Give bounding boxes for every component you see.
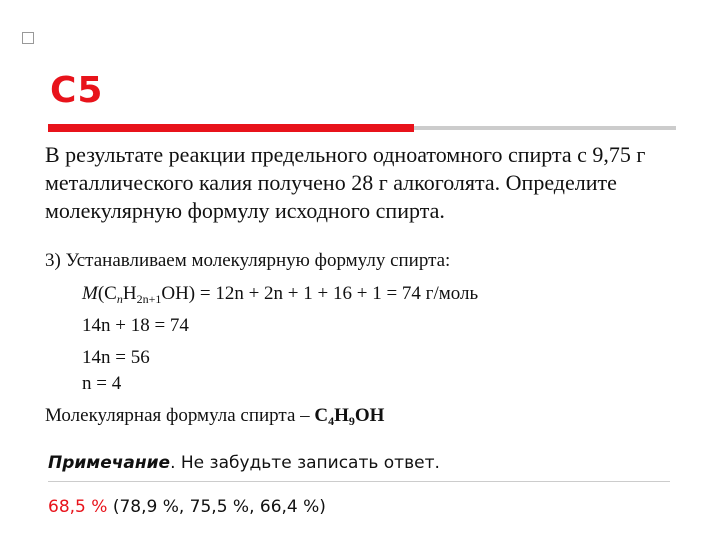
eq1-sub-n: n <box>116 292 123 306</box>
equation-molar-mass <box>82 283 478 305</box>
problem-text: В результате реакции предельного одноатомного спирта с 9,75 г металлического калия получено 28 г алкоголята. Определите молекулярную формулу исходного спирта. <box>45 142 646 223</box>
equation-2: 14n + 18 = 74 <box>82 315 189 336</box>
note-label: Примечание <box>48 453 171 473</box>
note-text: . Не забудьте записать ответ. <box>170 453 440 473</box>
answer-alternatives: (78,9 %, 75,5 %, 66,4 %) <box>107 497 326 517</box>
eq1-open: (C <box>97 283 117 304</box>
conclusion <box>45 405 384 427</box>
eq1-rest: OH) = 12n + 2n + 1 + 16 + 1 = 74 г/моль <box>161 283 479 304</box>
separator-line <box>48 481 670 482</box>
molar-mass-symbol: M <box>82 283 98 304</box>
answer-main: 68,5 % <box>48 497 108 517</box>
note <box>48 453 440 473</box>
answer <box>48 497 326 517</box>
conclusion-text: Молекулярная формула спирта – <box>45 405 315 426</box>
title-underline-grey <box>414 126 676 130</box>
eq1-h: H <box>122 283 137 304</box>
corner-square <box>22 32 34 44</box>
slide-title: C5 <box>50 70 104 111</box>
equation-4: n = 4 <box>82 373 122 394</box>
step-heading: 3) Устанавливаем молекулярную формулу спирта: <box>45 250 451 271</box>
eq1-sub-2n1: 2n+1 <box>136 292 162 306</box>
title-underline-red <box>48 124 414 132</box>
final-formula: $C_4H_9OH$ <box>314 405 385 428</box>
equation-3: 14n = 56 <box>82 347 150 368</box>
